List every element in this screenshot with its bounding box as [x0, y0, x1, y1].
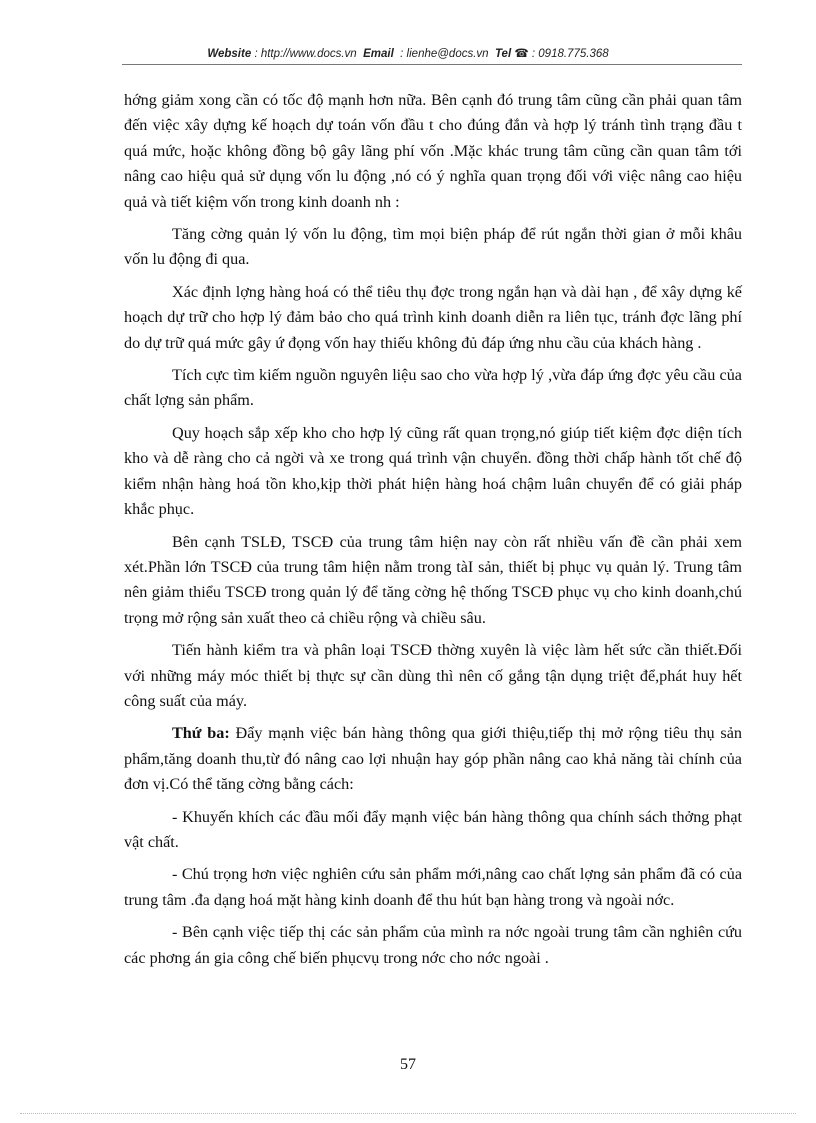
paragraph-11: - Bên cạnh việc tiếp thị các sản phẩm của mình ra nớc ngoài trung tâm cần nghiên cứu các phơng án gia công chế biến phụcvụ trong nớc cho nớc ngoài . — [124, 923, 742, 967]
website-value: : http://www.docs.vn — [254, 48, 357, 60]
email-value: : lienhe@docs.vn — [400, 48, 489, 60]
section-heading-thu-ba: Thứ ba: — [172, 724, 230, 743]
paragraph-6: Bên cạnh TSLĐ, TSCĐ của trung tâm hiện nay còn rất nhiều vấn đề cần phải xem xét.Phần lớn TSCĐ của trung tâm hiện nằm trong tàI sản, thiết bị phục vụ quản lý. Trung tâm nên giảm thiểu TSCĐ trong quản lý để tăng cờng hệ thống TSCĐ phục vụ cho kinh doanh,chú trọng mở rộng sản xuất theo cả chiều rộng và chiều sâu. — [124, 532, 742, 627]
footer-divider — [20, 1113, 796, 1114]
document-body — [124, 88, 742, 978]
header-divider — [122, 64, 742, 65]
telephone-icon: ☎ — [514, 48, 529, 60]
paragraph-10: - Chú trọng hơn việc nghiên cứu sản phẩm mới,nâng cao chất lợng sản phẩm đã có của trung tâm .đa dạng hoá mặt hàng kinh doanh để thu hút bạn hàng trong và ngoài nớc. — [124, 865, 742, 909]
email-label: Email — [363, 48, 394, 60]
paragraph-1: hớng giảm xong cần có tốc độ mạnh hơn nữa. Bên cạnh đó trung tâm cũng cần phải quan tâm đến việc xây dựng kế hoạch dự toán vốn đầu t cho đúng đắn và hợp lý tránh tình trạng đầu t quá mức, hoặc không đồng bộ gây lãng phí vốn .Mặc khác trung tâm cũng cần quan tâm tới nâng cao hiệu quả sử dụng vốn lu động ,nó có ý nghĩa quan trọng đối với việc nâng cao hiệu quả và tiết kiệm vốn trong kinh doanh nh : — [124, 91, 742, 211]
page-header — [0, 46, 816, 60]
paragraph-8-text: Đẩy mạnh việc bán hàng thông qua giới thiệu,tiếp thị mở rộng tiêu thụ sản phẩm,tăng doanh thu,từ đó nâng cao lợi nhuận hay góp phần nâng cao khả năng tài chính của đơn vị.Có thể tăng cờng bằng cách: — [124, 724, 742, 794]
tel-value: : 0918.775.368 — [531, 48, 609, 60]
paragraph-9: - Khuyến khích các đầu mối đẩy mạnh việc bán hàng thông qua chính sách thởng phạt vật chất. — [124, 807, 742, 851]
paragraph-3: Xác định lợng hàng hoá có thể tiêu thụ đợc trong ngắn hạn và dài hạn , để xây dựng kế hoạch dự trữ cho hợp lý đảm bảo cho quá trình kinh doanh diễn ra liên tục, tránh đợc lãng phí do dự trữ quá mức gây ứ đọng vốn hay thiếu không đủ đáp ứng nhu cầu của khách hàng . — [124, 282, 742, 352]
paragraph-7: Tiến hành kiểm tra và phân loại TSCĐ thờng xuyên là việc làm hết sức cần thiết.Đối với những máy móc thiết bị thực sự cần dùng thì nên cố gắng tận dụng triệt để,phát huy hết công suất của máy. — [124, 641, 742, 710]
tel-label: Tel — [494, 48, 512, 60]
paragraph-8 — [124, 721, 742, 797]
paragraph-5: Quy hoạch sắp xếp kho cho hợp lý cũng rất quan trọng,nó giúp tiết kiệm đợc diện tích kho và dễ ràng cho cả ngời và xe trong quá trình vận chuyển. đồng thời chấp hành tốt chế độ kiểm nhận hàng hoá tồn kho,kịp thời phát hiện hàng hoá chậm luân chuyển để có giải pháp khắc phục. — [124, 423, 742, 519]
paragraph-2: Tăng cờng quản lý vốn lu động, tìm mọi biện pháp để rút ngắn thời gian ở mỗi khâu vốn lu động đi qua. — [124, 225, 742, 269]
page-number: 57 — [400, 1056, 416, 1073]
website-label: Website — [207, 48, 252, 60]
paragraph-4: Tích cực tìm kiếm nguồn nguyên liệu sao cho vừa hợp lý ,vừa đáp ứng đợc yêu cầu của chất lợng sản phẩm. — [124, 366, 742, 410]
